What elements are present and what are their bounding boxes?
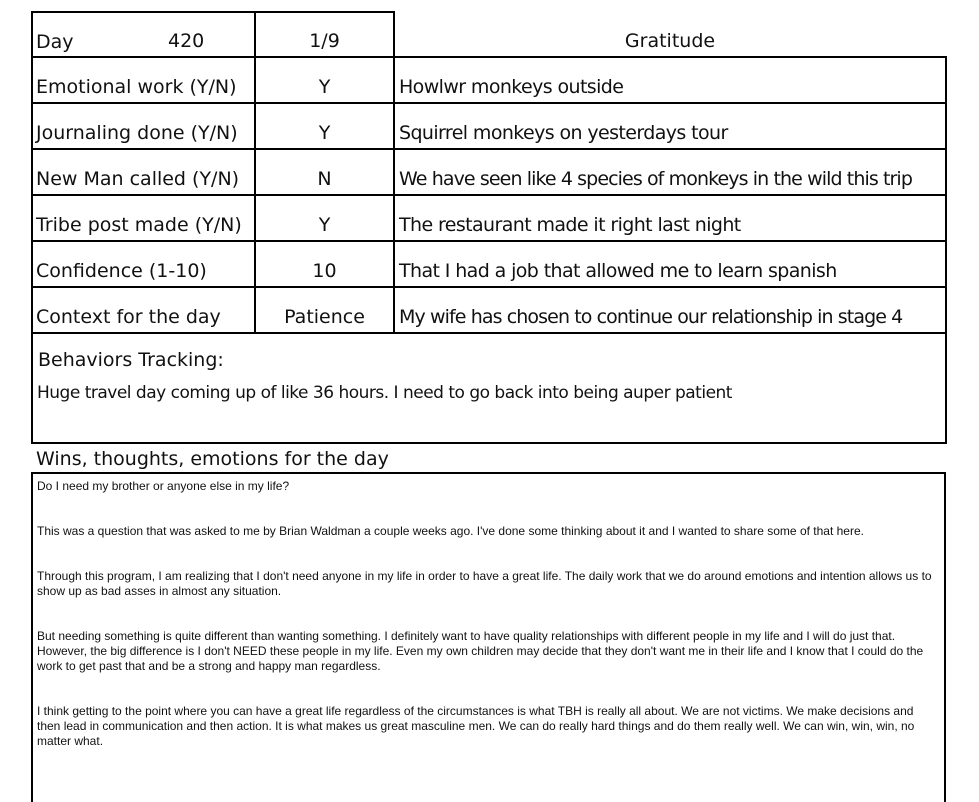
row-line-7 — [31, 332, 947, 334]
wins-title: Wins, thoughts, emotions for the day — [36, 448, 389, 470]
wins-box — [31, 472, 946, 802]
wins-paragraph-3: Through this program, I am realizing that I don't need anyone in my life in order to have a great life. The daily work that we do around emotions and intention allows us to show up as bad asses in almost any situation. — [37, 569, 932, 598]
gratitude-item-1: Howlwr monkeys outside — [399, 76, 624, 98]
left-border — [31, 11, 33, 444]
new-man-called-value: N — [317, 168, 332, 190]
emotional-work-label: Emotional work (Y/N) — [36, 76, 237, 98]
behaviors-text: Huge travel day coming up of like 36 hours. I need to go back into being auper patient — [37, 383, 732, 403]
behaviors-bottom-line — [31, 442, 947, 444]
row-line-1 — [31, 56, 947, 58]
wins-paragraph-4: But needing something is quite different than wanting something. I definitely want to have quality relationships with different people in my life and I will do just that. However, the big difference is I don't NEED these people in my life. Even my own children may decide that they don't want me in their life and I know that I could do the work to get past that and be a strong and happy man regardless. — [37, 629, 924, 673]
emotional-work-value: Y — [318, 76, 331, 98]
gratitude-item-2: Squirrel monkeys on yesterdays tour — [399, 122, 728, 144]
tribe-post-value: Y — [318, 214, 331, 236]
date: 1/9 — [309, 30, 340, 52]
row-line-6 — [31, 286, 947, 288]
gratitude-item-3: We have seen like 4 species of monkeys in the wild this trip — [399, 168, 912, 190]
row-line-4 — [31, 194, 947, 196]
row-line-3 — [31, 148, 947, 150]
confidence-label: Confidence (1-10) — [36, 260, 207, 282]
wins-paragraph-2: This was a question that was asked to me by Brian Waldman a couple weeks ago. I've done some thinking about it and I wanted to share some of that here. — [37, 524, 864, 538]
context-label: Context for the day — [36, 306, 221, 328]
tribe-post-label: Tribe post made (Y/N) — [36, 214, 242, 236]
row-line-5 — [31, 240, 947, 242]
top-border — [31, 11, 395, 13]
confidence-value: 10 — [312, 260, 337, 282]
gratitude-item-4: The restaurant made it right last night — [399, 214, 741, 236]
new-man-called-label: New Man called (Y/N) — [36, 168, 240, 190]
row-line-2 — [31, 102, 947, 104]
gratitude-item-6: My wife has chosen to continue our relationship in stage 4 — [399, 306, 903, 328]
day-label: Day — [36, 31, 74, 53]
day-number: 420 — [168, 30, 205, 52]
context-value: Patience — [284, 306, 365, 328]
gratitude-header: Gratitude — [624, 30, 716, 52]
behaviors-title: Behaviors Tracking: — [38, 349, 224, 371]
journaling-done-value: Y — [318, 122, 331, 144]
journaling-done-label: Journaling done (Y/N) — [36, 122, 238, 144]
gratitude-item-5: That I had a job that allowed me to learn spanish — [399, 260, 837, 282]
col-divider-2 — [393, 11, 395, 334]
wins-paragraph-5: I think getting to the point where you can have a great life regardless of the circumstances is what TBH is really all about. We are not victims. We make decisions and then lead in communication and then action. It is what makes us great masculine men. We can do really hard things and do them really well. We can win, win, win, no matter what. — [37, 704, 915, 748]
wins-paragraph-1: Do I need my brother or anyone else in my life? — [37, 479, 290, 493]
right-border — [945, 56, 947, 444]
